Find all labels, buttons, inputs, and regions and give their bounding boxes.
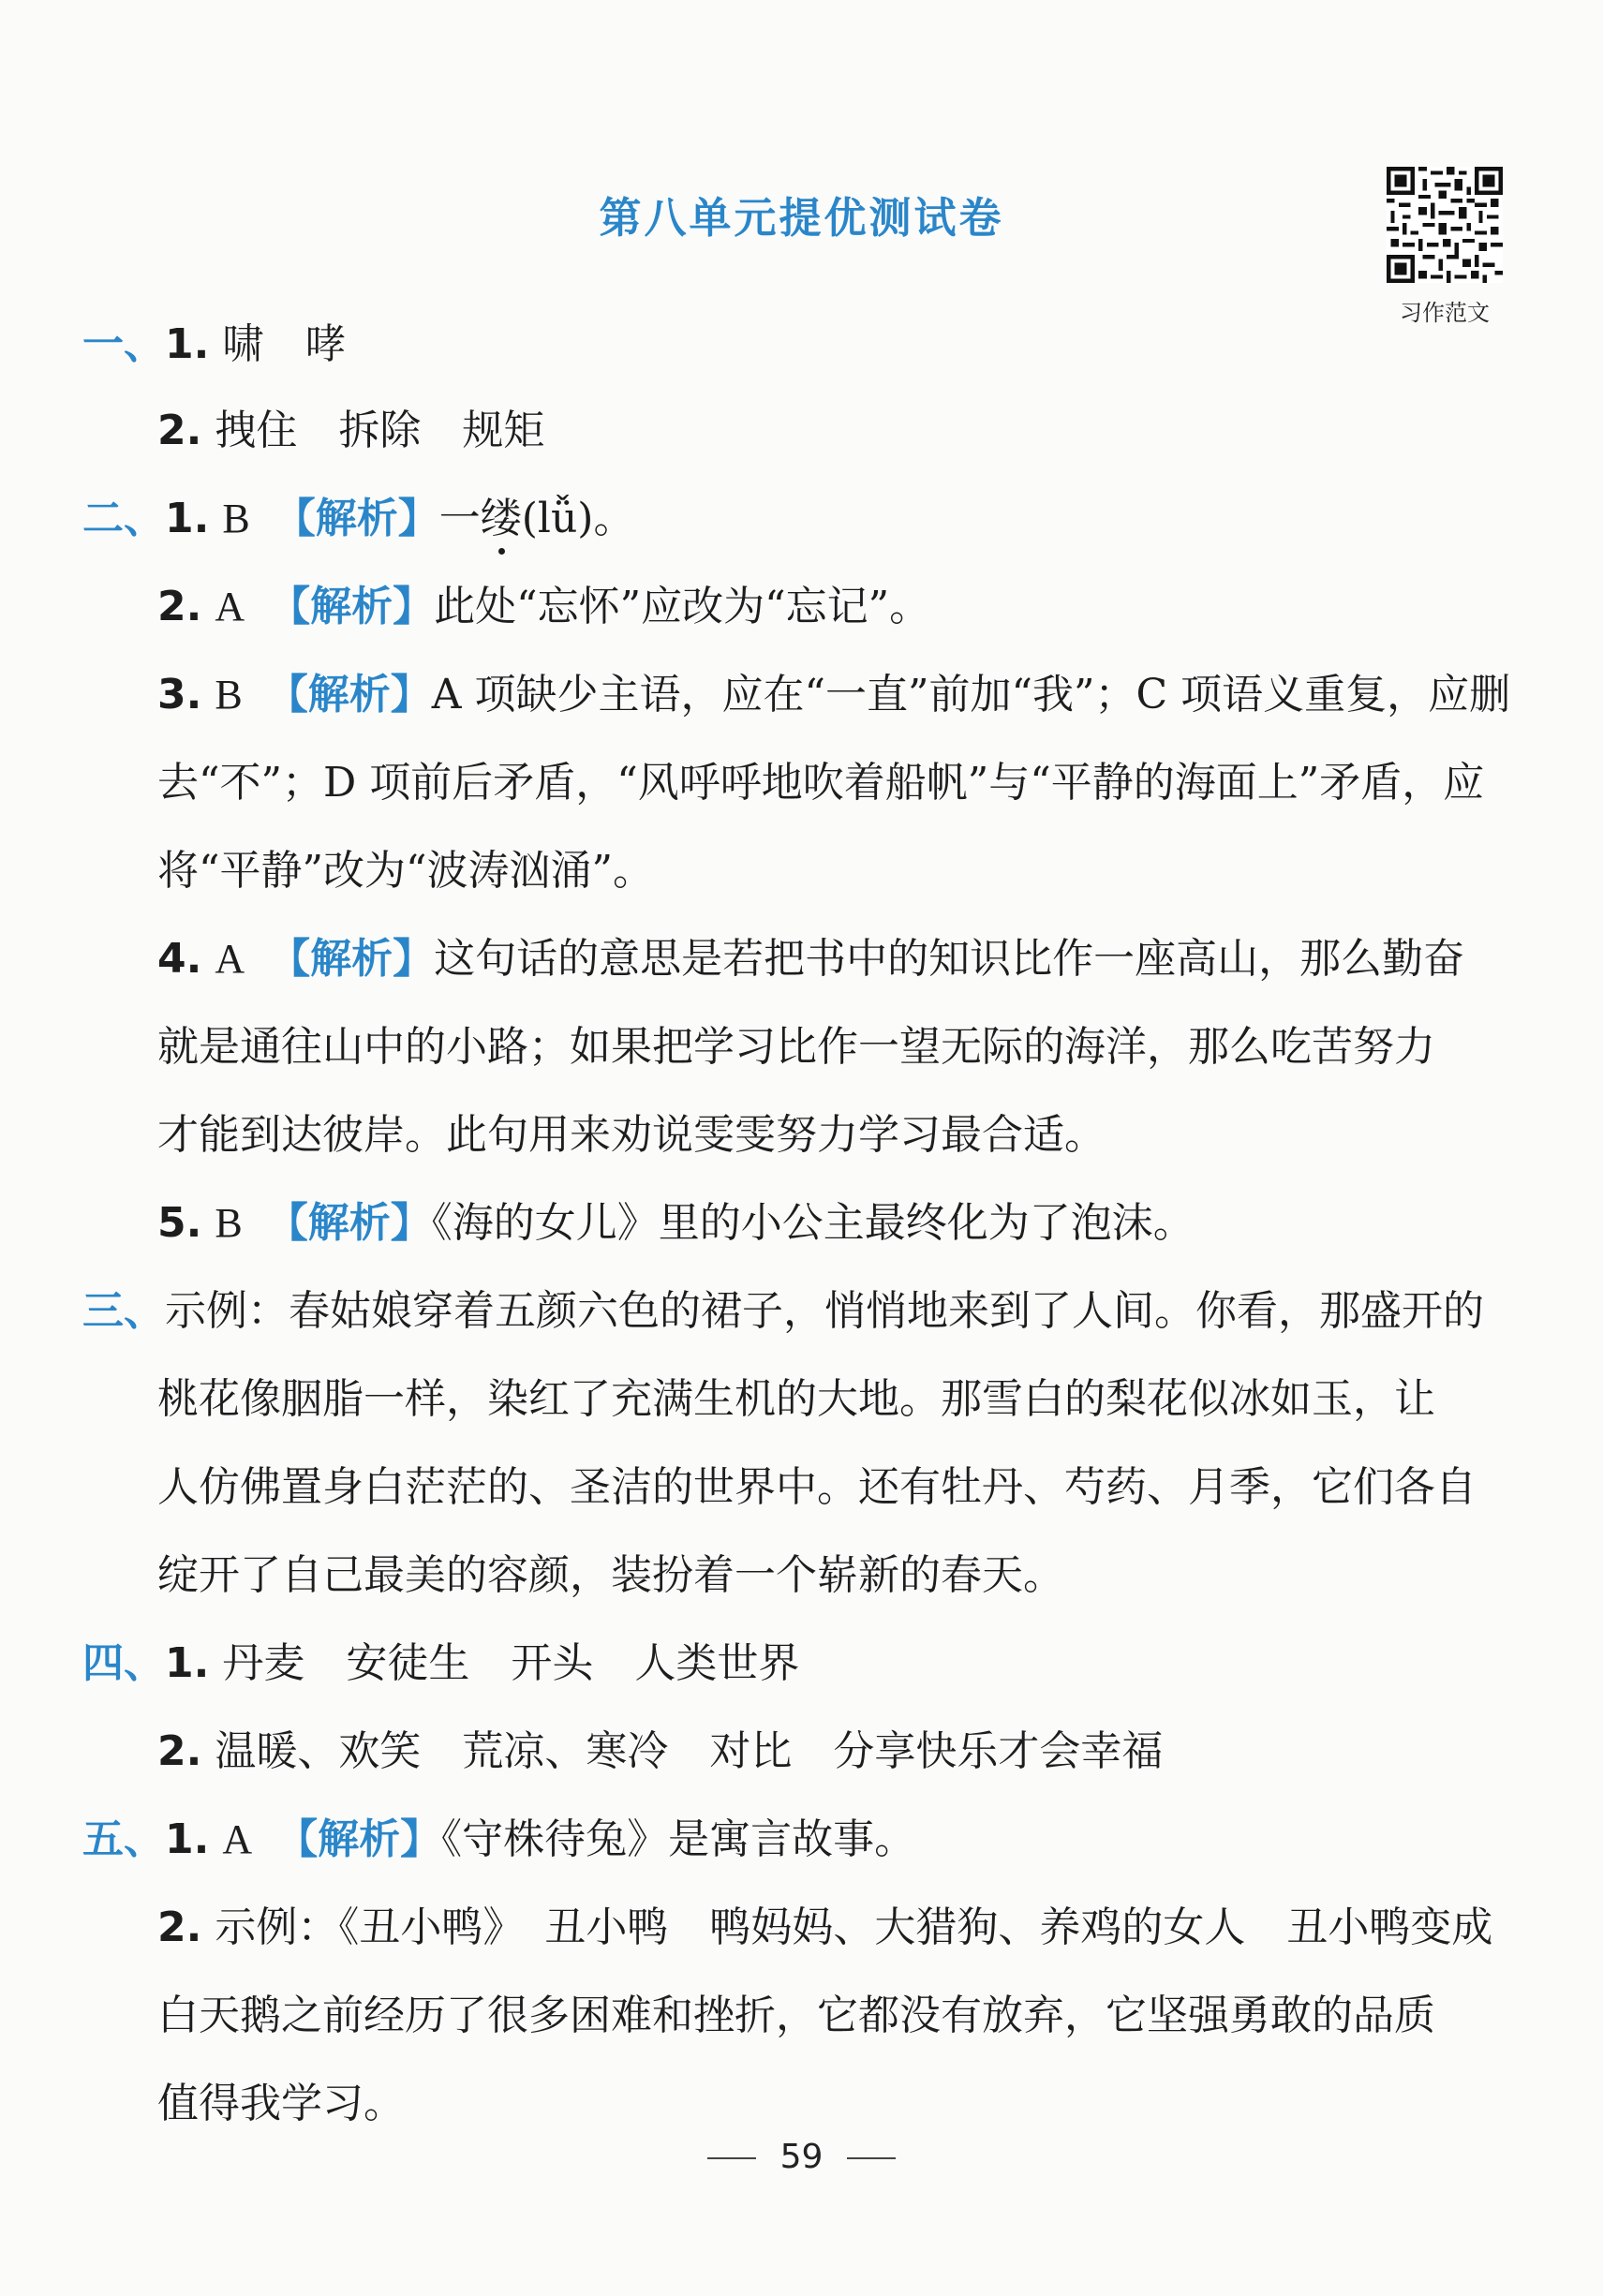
page-title: 第八单元提优测试卷 <box>599 193 1004 243</box>
qr-code-label: 习作范文 <box>1400 300 1490 326</box>
question-number: 2. <box>157 407 202 454</box>
divider <box>707 2157 756 2159</box>
question-number: 1. <box>165 1815 210 1863</box>
choice-answer: A <box>222 1816 253 1862</box>
s1-q1-line <box>82 317 346 373</box>
divider <box>847 2157 896 2159</box>
choice-answer: A <box>215 584 245 630</box>
section-marker-5: 五、 <box>82 1815 165 1863</box>
question-number: 1. <box>165 1639 210 1687</box>
section-marker-2: 二、 <box>82 495 165 542</box>
analysis-tag: 【解析】 <box>269 583 435 630</box>
qr-code-icon[interactable] <box>1387 167 1503 283</box>
s4-q2-line <box>157 1724 1163 1780</box>
s2-q2-line <box>157 579 930 635</box>
question-number: 2. <box>157 583 202 630</box>
analysis-text-a: 一 <box>438 495 481 542</box>
s4-q1-line <box>82 1636 799 1692</box>
question-number: 2. <box>157 1727 202 1775</box>
page-number-footer <box>0 2138 1603 2176</box>
question-number: 2. <box>157 1903 202 1951</box>
answer-text: 啸 哮 <box>222 320 347 368</box>
s2-q4-line2: 就是通往山中的小路；如果把学习比作一望无际的海洋，那么吃苦努力 <box>157 1023 1435 1071</box>
pinyin-text: (lǚ)。 <box>521 495 635 542</box>
analysis-text: 此处“忘怀”应改为“忘记”。 <box>434 583 931 630</box>
choice-answer: B <box>215 672 243 718</box>
s5-q2-line2: 白天鹅之前经历了很多困难和挫折，它都没有放弃，它坚强勇敢的品质 <box>157 1992 1435 2039</box>
answer-text: 丹麦 安徒生 开头 人类世界 <box>222 1639 800 1687</box>
qr-code-graphic <box>1387 167 1503 283</box>
s1-q2-line <box>157 403 544 459</box>
question-number: 1. <box>165 320 210 368</box>
answer-text: 拽住 拆除 规矩 <box>215 407 545 454</box>
s2-q4-line3: 才能到达彼岸。此句用来劝说雯雯努力学习最合适。 <box>157 1111 1106 1159</box>
s5-q1-line <box>82 1812 915 1868</box>
section-marker-3: 三、 <box>82 1287 165 1335</box>
essay-text: 示例：春姑娘穿着五颜六色的裙子，悄悄地来到了人间。你看，那盛开的 <box>165 1287 1484 1335</box>
choice-answer: B <box>222 496 250 541</box>
s3-line4: 绽开了自己最美的容颜，装扮着一个崭新的春天。 <box>157 1551 1064 1599</box>
analysis-tag: 【解析】 <box>269 935 435 983</box>
question-number: 4. <box>157 935 202 983</box>
emphasis-dot-char: 缕 <box>481 491 522 547</box>
section-marker-4: 四、 <box>82 1639 165 1687</box>
answer-text: 温暖、欢笑 荒凉、寒冷 对比 分享快乐才会幸福 <box>215 1727 1164 1775</box>
question-number: 3. <box>157 671 202 718</box>
s3-line1 <box>82 1283 1484 1340</box>
question-number: 5. <box>157 1199 202 1247</box>
s3-line3: 人仿佛置身白茫茫的、圣洁的世界中。还有牡丹、芍药、月季，它们各自 <box>157 1463 1477 1511</box>
s2-q4-line1 <box>157 931 1464 987</box>
s2-q3-line1 <box>157 667 1510 723</box>
analysis-text: 《海的女儿》里的小公主最终化为了泡沫。 <box>431 1199 1195 1247</box>
choice-answer: B <box>215 1200 243 1246</box>
s2-q3-line3: 将“平静”改为“波涛汹涌”。 <box>157 847 654 895</box>
analysis-text: 这句话的意思是若把书中的知识比作一座高山，那么勤奋 <box>434 935 1465 983</box>
analysis-tag: 【解析】 <box>266 671 432 718</box>
analysis-tag: 【解析】 <box>266 1199 432 1247</box>
analysis-tag: 【解析】 <box>274 495 439 542</box>
page-number: 59 <box>779 2138 824 2176</box>
analysis-text: 《守株待兔》是寓言故事。 <box>441 1815 916 1863</box>
analysis-tag: 【解析】 <box>276 1815 442 1863</box>
choice-answer: A <box>215 936 245 982</box>
s2-q3-line2: 去“不”；D 项前后矛盾，“风呼呼地吹着船帆”与“平静的海面上”矛盾，应 <box>157 759 1485 807</box>
section-marker-1: 一、 <box>82 320 165 368</box>
s5-q2-line1 <box>157 1900 1492 1956</box>
s5-q2-line3: 值得我学习。 <box>157 2080 405 2127</box>
s3-line2: 桃花像胭脂一样，染红了充满生机的大地。那雪白的梨花似冰如玉，让 <box>157 1375 1435 1423</box>
analysis-text: A 项缺少主语，应在“一直”前加“我”；C 项语义重复，应删 <box>431 671 1511 718</box>
answer-text: 示例：《丑小鸭》 丑小鸭 鸭妈妈、大猎狗、养鸡的女人 丑小鸭变成 <box>215 1903 1493 1951</box>
s2-q5-line <box>157 1195 1195 1252</box>
question-number: 1. <box>165 495 210 542</box>
s2-q1-line <box>82 491 634 547</box>
